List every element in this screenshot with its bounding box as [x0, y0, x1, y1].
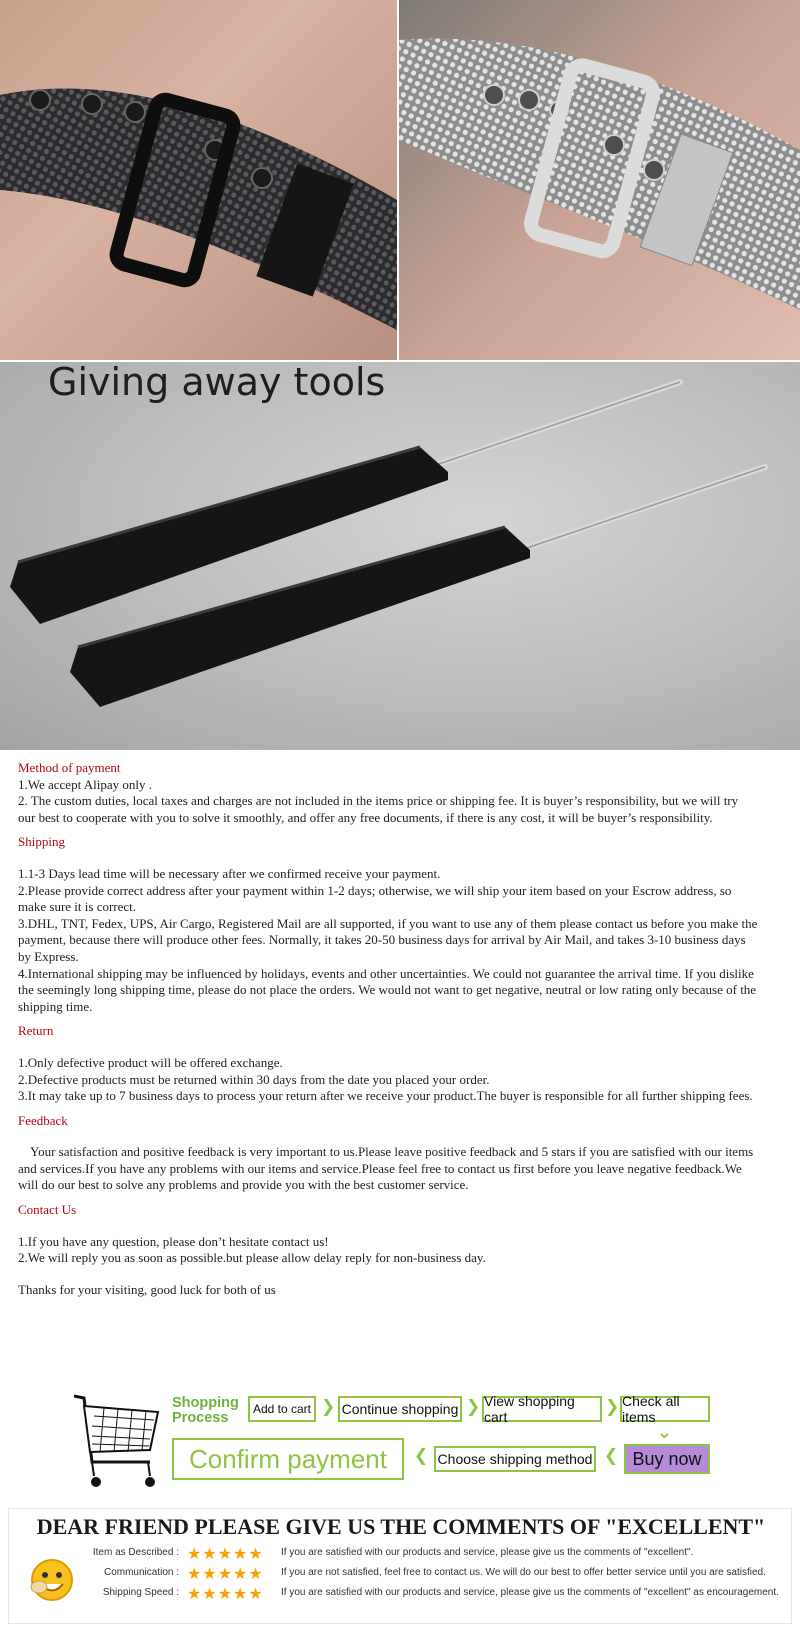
shipping-line-1: 1.1-3 Days lead time will be necessary after we confirmed receive your payment. [18, 865, 441, 881]
process-title-line1: Shopping [172, 1395, 239, 1411]
arrow-down-icon: ⌄ [657, 1422, 673, 1443]
arrow-left-icon: ❮ [604, 1446, 619, 1466]
buy-now-button[interactable]: Buy now [624, 1444, 710, 1474]
silver-mesh-strap-photo [399, 0, 800, 360]
confirm-payment-button[interactable]: Confirm payment [172, 1438, 404, 1480]
payment-line-1: 1.We accept Alipay only . [18, 776, 152, 792]
shopping-cart-icon [70, 1392, 162, 1492]
view-shopping-cart-button[interactable]: View shopping cart [482, 1396, 602, 1422]
feedback-title: Feedback [18, 1112, 68, 1128]
arrow-right-icon: ❯ [321, 1397, 336, 1417]
shopping-process-banner [0, 1388, 800, 1508]
contact-line-1: 1.If you have any question, please don’t hesitate contact us! [18, 1233, 329, 1249]
screwdriver-tools-photo [0, 362, 800, 750]
rating-row-shipping-speed [69, 1584, 789, 1602]
black-mesh-strap-photo [0, 0, 397, 360]
rating-label: Shipping Speed : [102, 1587, 179, 1598]
star-rating-icon: ★★★★★ [187, 1544, 264, 1563]
check-all-items-button[interactable]: Check all items [620, 1396, 710, 1422]
rating-text: If you are not satisfied, feel free to contact us. We will do our best to offer better service until you are satisfied. [281, 1567, 766, 1578]
excellent-comments-banner [8, 1508, 792, 1624]
star-rating-icon: ★★★★★ [187, 1564, 264, 1583]
comments-title: DEAR FRIEND PLEASE GIVE US THE COMMENTS OF "EXCELLENT" [36, 1514, 766, 1539]
process-title-line2: Process [172, 1410, 229, 1426]
payment-title: Method of payment [18, 760, 121, 775]
store-policy [18, 760, 758, 1298]
return-line-2: 2.Defective products must be returned within 30 days from the date you placed your order. [18, 1071, 490, 1087]
process-title [172, 1396, 239, 1426]
add-to-cart-button[interactable]: Add to cart [248, 1396, 316, 1422]
rating-row-communication [69, 1564, 789, 1582]
shipping-line-3: 3.DHL, TNT, Fedex, UPS, Air Cargo, Registered Mail are all supported, if you want to use any of them please contact us before you make the payment, because there will produce other fees. Normally, it takes 20-50 business days for arrival by Air Mail, and takes 3-10 business days by Express. [18, 915, 758, 964]
rating-text: If you are satisfied with our products and service, please give us the comments of "excellent". [281, 1547, 694, 1558]
tools-caption: Giving away tools [48, 362, 386, 404]
rating-text: If you are satisfied with our products and service, please give us the comments of "excellent" as encouragement. [281, 1587, 779, 1598]
shipping-line-2: 2.Please provide correct address after your payment within 1-2 days; otherwise, we will ship your item based on your Escrow address, so make sure it is correct. [18, 882, 732, 915]
payment-line-2: 2. The custom duties, local taxes and charges are not included in the items price or shipping fee. It is buyer’s responsibility, but we will try our best to cooperate with you to solve it smoothly, and offer any free documents, if there is any cost, it will be buyer’s responsibility. [18, 793, 739, 825]
return-title: Return [18, 1023, 54, 1039]
rating-label: Communication : [103, 1567, 179, 1578]
arrow-right-icon: ❯ [605, 1397, 620, 1417]
choose-shipping-method-button[interactable]: Choose shipping method [434, 1446, 596, 1472]
rating-label: Item as Described : [92, 1547, 179, 1558]
contact-line-2: 2.We will reply you as soon as possible.but please allow delay reply for non-business day. [18, 1250, 486, 1266]
contact-title: Contact Us [18, 1202, 77, 1218]
continue-shopping-button[interactable]: Continue shopping [338, 1396, 462, 1422]
return-line-3: 3.It may take up to 7 business days to process your return after we receive your product.The buyer is responsible for all further shipping fees. [18, 1088, 753, 1104]
return-line-1: 1.Only defective product will be offered exchange. [18, 1054, 283, 1070]
shipping-line-4: 4.International shipping may be influenced by holidays, events and other uncertainties. We could not guarantee the arrival time. If you dislike the seemingly long shipping time, please do not place the orders. We would not want to get negative, neutral or low rating only because of the shipping time. [18, 965, 757, 1014]
feedback-text: Your satisfaction and positive feedback is very important to us.Please leave positive feedback and 5 stars if you are satisfied with our items and services.If you have any problems with our items and service.Please feel free to contact us first before you leave negative feedback.We will do our best to solve any problems and provide you with the best customer service. [18, 1144, 754, 1193]
arrow-right-icon: ❯ [466, 1397, 481, 1417]
shipping-title: Shipping [18, 834, 65, 850]
star-rating-icon: ★★★★★ [187, 1584, 264, 1603]
thanks-text: Thanks for your visiting, good luck for both of us [18, 1281, 276, 1297]
rating-row-item-described [69, 1544, 789, 1562]
arrow-left-icon: ❮ [414, 1446, 429, 1466]
